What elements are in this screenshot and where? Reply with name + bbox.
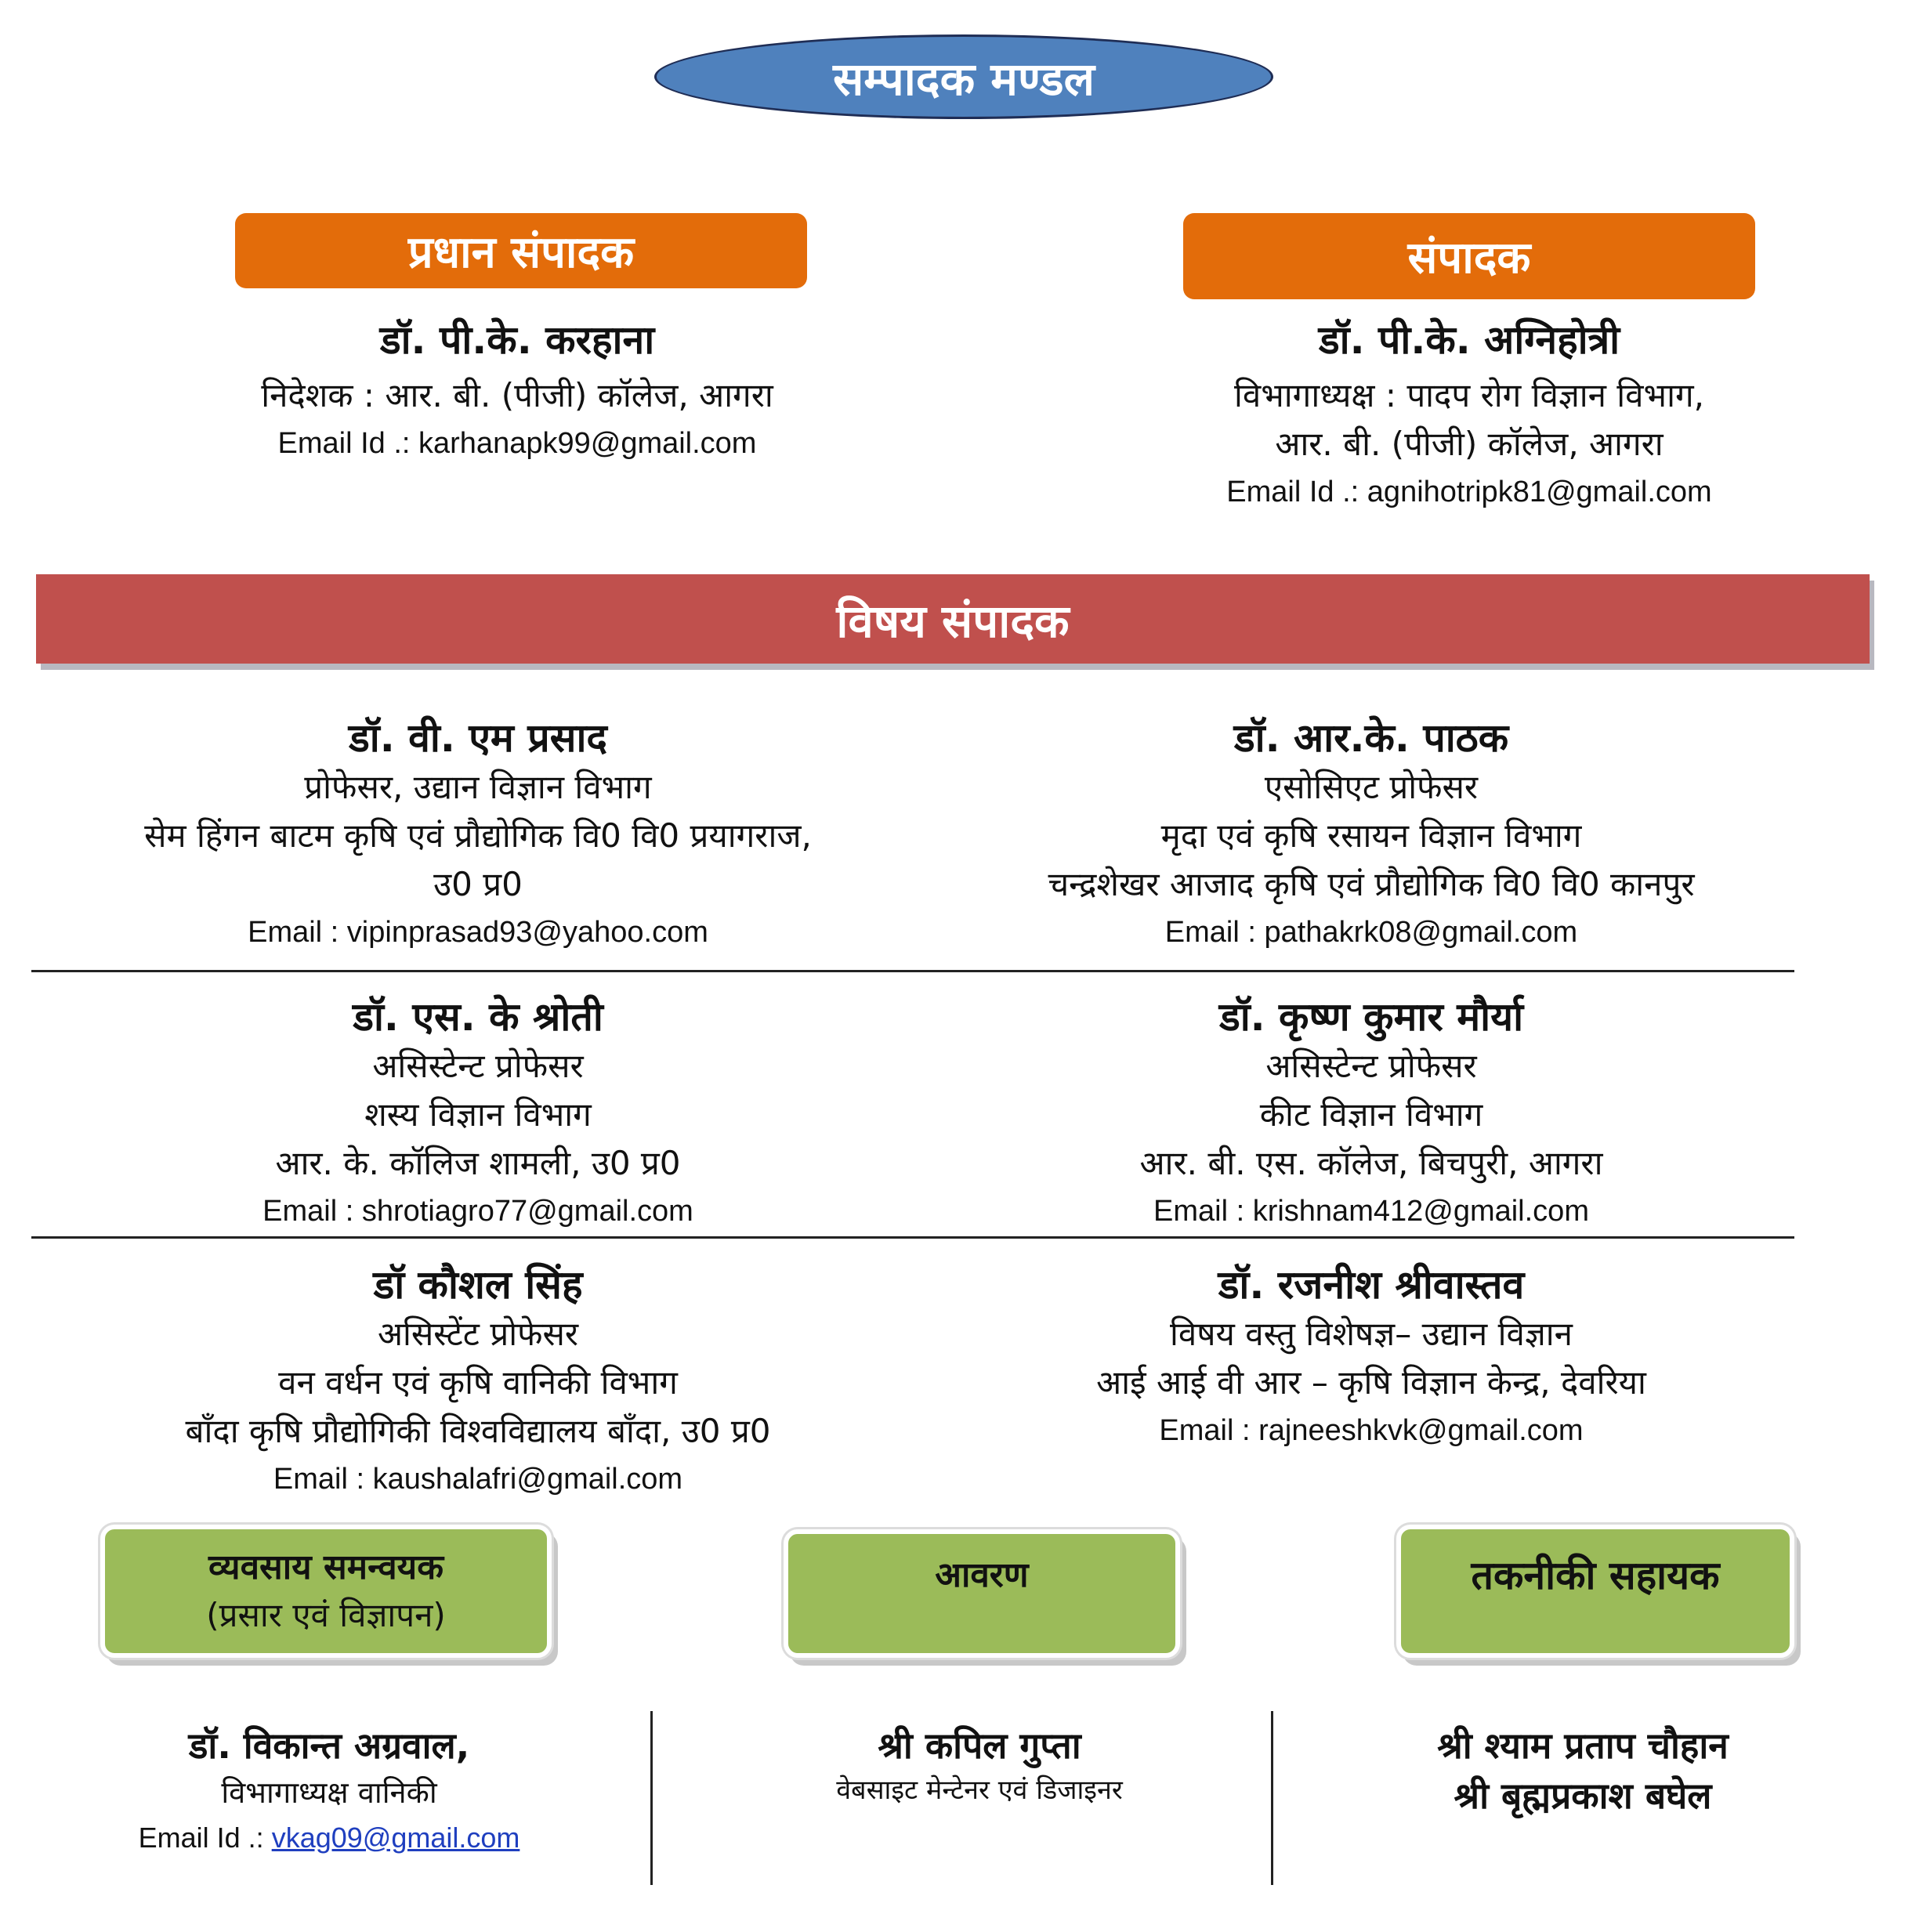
editor-heading: संपादक (1183, 213, 1755, 299)
subject-editor-line: चन्द्रशेखर आजाद कृषि एवं प्रौद्योगिक वि0 वि0 कानपुर (1048, 865, 1695, 903)
technical-assistant-block (1293, 1720, 1873, 1821)
column-divider (1271, 1711, 1273, 1885)
editor-name: डॉ. पी.के. अग्निहोत्री (1318, 317, 1620, 363)
subject-editor-line: एसोसिएट प्रोफेसर (1264, 768, 1479, 806)
page-title: सम्पादक मण्डल (654, 34, 1273, 119)
editor-email: Email Id .: agnihotripk81@gmail.com (1226, 476, 1712, 508)
chief-editor-designation: निदेशक : आर. बी. (पीजी) कॉलेज, आगरा (261, 376, 773, 414)
business-heading-line2: (प्रसार एवं विज्ञापन) (206, 1596, 446, 1634)
chief-editor-block (141, 315, 893, 467)
editor-block (1089, 315, 1849, 516)
subject-editor-email: Email : shrotiagro77@gmail.com (262, 1195, 693, 1228)
subject-editor-line: बाँदा कृषि प्रौद्योगिकी विश्वविद्यालय बाँदा, उ0 प्र0 (185, 1412, 771, 1450)
subject-editor-line: मृदा एवं कृषि रसायन विज्ञान विभाग (1160, 816, 1582, 855)
subject-editor-card (925, 1260, 1818, 1454)
cover-heading-label: आवरण (935, 1555, 1029, 1595)
subject-editor-name: डॉ. एस. के श्रोती (353, 994, 603, 1040)
editor-college: आर. बी. (पीजी) कॉलेज, आगरा (1275, 425, 1664, 463)
business-coordinator-heading (100, 1525, 552, 1658)
subject-editor-line: आर. बी. एस. कॉलेज, बिचपुरी, आगरा (1139, 1144, 1603, 1182)
cover-block (674, 1720, 1285, 1810)
subject-editor-email: Email : vipinprasad93@yahoo.com (248, 916, 708, 949)
subject-editor-name: डॉ. वी. एम प्रसाद (349, 715, 607, 761)
subject-editor-line: विषय वस्तु विशेषज्ञ– उद्यान विज्ञान (1170, 1315, 1573, 1353)
email-link[interactable]: vkag09@gmail.com (271, 1822, 520, 1854)
subject-editor-line: शस्य विज्ञान विभाग (364, 1095, 592, 1134)
technical-assistant-name: श्री बृह्मप्रकाश बघेल (1454, 1775, 1712, 1817)
editor-designation: विभागाध्यक्ष : पादप रोग विज्ञान विभाग, (1234, 376, 1704, 414)
subject-editor-email: Email : pathakrk08@gmail.com (1164, 916, 1578, 949)
subject-editor-line: कीट विज्ञान विभाग (1259, 1095, 1483, 1134)
subject-editor-line: असिस्टेन्ट प्रोफेसर (372, 1047, 584, 1085)
subject-editor-line: वन वर्धन एवं कृषि वानिकी विभाग (278, 1363, 678, 1402)
business-coordinator-designation: विभागाध्यक्ष वानिकी (221, 1775, 437, 1810)
subject-editor-card (925, 713, 1818, 956)
subject-editor-line: आर. के. कॉलिज शामली, उ0 प्र0 (275, 1144, 681, 1182)
chief-editor-name: डॉ. पी.के. करहाना (379, 317, 655, 363)
row-divider (31, 1236, 1794, 1239)
subject-editor-card (31, 1260, 925, 1503)
subject-editor-line: उ0 प्र0 (433, 865, 523, 903)
subject-editor-line: सेम हिंगन बाटम कृषि एवं प्रौद्योगिक वि0 वि0 प्रयागराज, (144, 816, 812, 855)
subject-editor-email: Email : kaushalafri@gmail.com (273, 1463, 683, 1496)
business-heading-line1: व्यवसाय समन्वयक (208, 1547, 443, 1587)
subject-editor-name: डॉ. रजनीश श्रीवास्तव (1218, 1262, 1525, 1308)
column-divider (650, 1711, 653, 1885)
subject-editor-card (31, 992, 925, 1235)
subject-editor-line: आई आई वी आर – कृषि विज्ञान केन्द्र, देवरिया (1096, 1363, 1646, 1402)
technical-assistant-heading (1396, 1525, 1794, 1658)
subject-editor-line: प्रोफेसर, उद्यान विज्ञान विभाग (304, 768, 652, 806)
subject-editors-heading: विषय संपादक (36, 574, 1870, 664)
business-coordinator-name: डॉ. विकान्त अग्रवाल, (188, 1724, 470, 1767)
cover-designer-role: वेबसाइट मेन्टेनर एवं डिजाइनर (836, 1775, 1123, 1806)
cover-designer-name: श्री कपिल गुप्ता (878, 1724, 1081, 1767)
business-coordinator-block (47, 1720, 611, 1861)
technical-assistant-name: श्री श्याम प्रताप चौहान (1437, 1724, 1729, 1767)
subject-editor-email: Email : krishnam412@gmail.com (1153, 1195, 1589, 1228)
subject-editor-name: डॉ. कृष्ण कुमार मौर्या (1218, 994, 1524, 1040)
technical-heading-label: तकनीकी सहायक (1471, 1553, 1720, 1598)
subject-editor-card (925, 992, 1818, 1235)
row-divider (31, 970, 1794, 972)
subject-editor-email: Email : rajneeshkvk@gmail.com (1159, 1414, 1584, 1447)
email-label: Email Id .: (138, 1822, 272, 1854)
subject-editor-line: असिस्टेंट प्रोफेसर (377, 1315, 579, 1353)
subject-editor-name: डॉ. आर.के. पाठक (1233, 715, 1509, 761)
chief-editor-email: Email Id .: karhanapk99@gmail.com (277, 427, 757, 460)
subject-editor-line: असिस्टेन्ट प्रोफेसर (1265, 1047, 1477, 1085)
subject-editor-card (31, 713, 925, 956)
subject-editor-name: डॉ कौशल सिंह (373, 1262, 583, 1308)
chief-editor-heading: प्रधान संपादक (235, 213, 807, 288)
cover-heading (784, 1529, 1180, 1658)
business-coordinator-email (47, 1814, 611, 1861)
